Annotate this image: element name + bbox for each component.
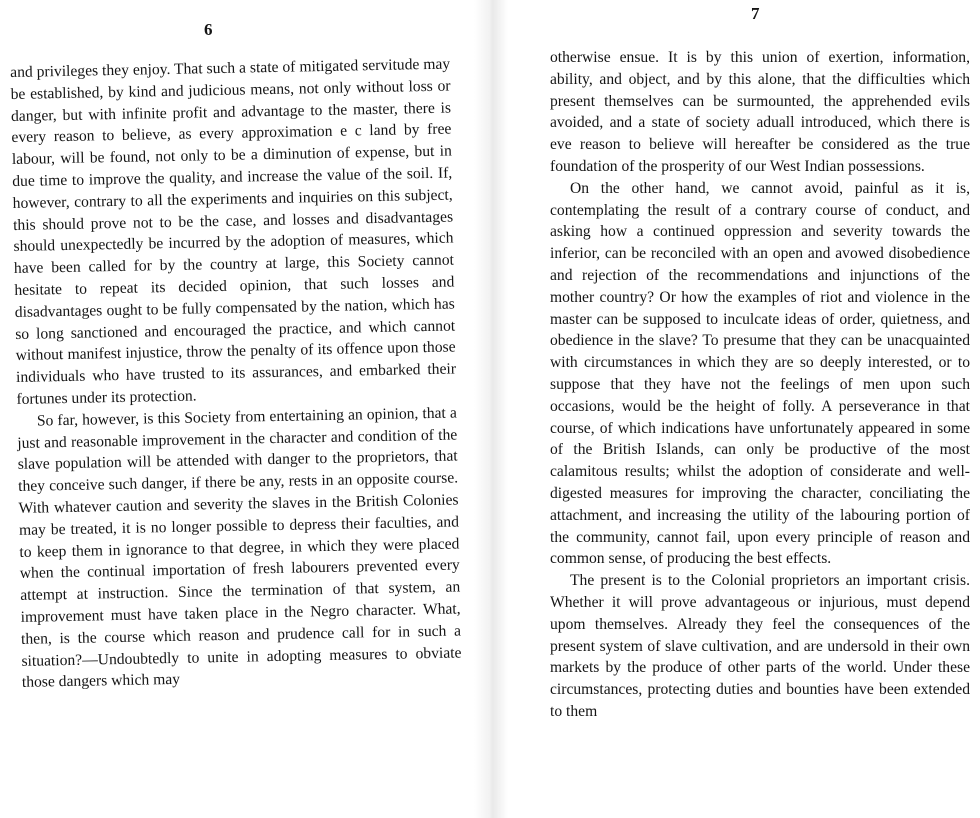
right-paragraph-1: otherwise ensue. It is by this union of exertion, information, ability, and object, and by this alone, that the difficulties which present themselves can be surmounted, the apprehended evils avoided, and a state of society aduall introduced, which there is eve reason to believe will hereafter be considered as the true foundation of the prosperity of our West Indian possessions. <box>550 49 970 175</box>
right-page-number: 7 <box>751 4 760 23</box>
right-page <box>510 0 980 818</box>
right-paragraph-3: The present is to the Colonial proprietors an important crisis. Whether it will prove advantageous or injurious, must depend upom themselves. Already they feel the consequences of the present system of slave cultivation, and are undersold in their own markets by the produce of other parts of the world. Under these circumstances, protecting duties and bounties have been extended to them <box>550 572 970 720</box>
right-paragraph-2: On the other hand, we cannot avoid, painful as it is, contemplating the result of a contrary course of conduct, and asking how a continued oppression and severity towards the inferior, can be reconciled with an open and avowed disobedience and rejection of the recommendations and injunctions of the mother country? Or how the examples of riot and violence in the master can be supposed to inculcate ideas of order, quietness, and obedience in the slave? To presume that they can be unacquainted with circumstances in which they are so deeply interested, or to suppose that they have not the feelings of men upon such occasions, would be the height of folly. A perseverance in that course, of which indications have unfortunately appeared in some of the British Islands, can only be productive of the most calamitous results; whilst the adoption of considerate and well-digested measures for improving the character, conciliating the attachment, and increasing the utility of the labouring portion of the community, cannot fail, upon every principle of reason and common sense, of producing the best effects. <box>550 179 970 568</box>
left-paragraph-2: So far, however, is this Society from entertaining an opinion, that a just and reasonable improvement in the character and condition of the slave population will be attended with danger to the proprietors, that they conceive such danger, if there be any, rests in an opposite course. With whatever caution and severity the slaves in the British Colonies may be treated, it is no longer possible to depress their faculties, and to keep them in ignorance to that degree, in which they were placed when the continual importation of fresh labourers prevented every attempt at instruction. Since the termination of that system, an improvement must have taken place in the Negro character. What, then, is the course which reason and prudence call for in such a situation?—Undoubtedly to unite in adopting measures to obviate those dangers which may <box>17 404 462 692</box>
left-page-text <box>10 54 462 694</box>
right-page-text <box>550 47 970 723</box>
left-paragraph-1: and privileges they enjoy. That such a state of mitigated servitude may be established, by kind and judicious means, not only without loss or danger, but with infinite profit and advantage to the master, there is every reason to believe, as every approximation e c land by free labour, will be found, not only to be a diminution of expense, but in due time to improve the quality, and increase the value of the soil. If, however, contrary to all the experiments and inquiries on this subject, this should prove not to be the case, and losses and disadvantages should unexpectedly be incurred by the adoption of measures, which have been called for by the country at large, this Society cannot hesitate to repeat its decided opinion, that such losses and disadvantages ought to be fully compensated by the nation, which has so long sanctioned and encouraged the practice, and which cannot without manifest injustice, throw the penalty of its offence upon those individuals who have trusted to its assurances, and embarked their fortunes under its protection. <box>10 55 457 408</box>
book-gutter <box>474 0 508 818</box>
left-page-number: 6 <box>204 20 213 39</box>
left-page <box>0 0 470 818</box>
